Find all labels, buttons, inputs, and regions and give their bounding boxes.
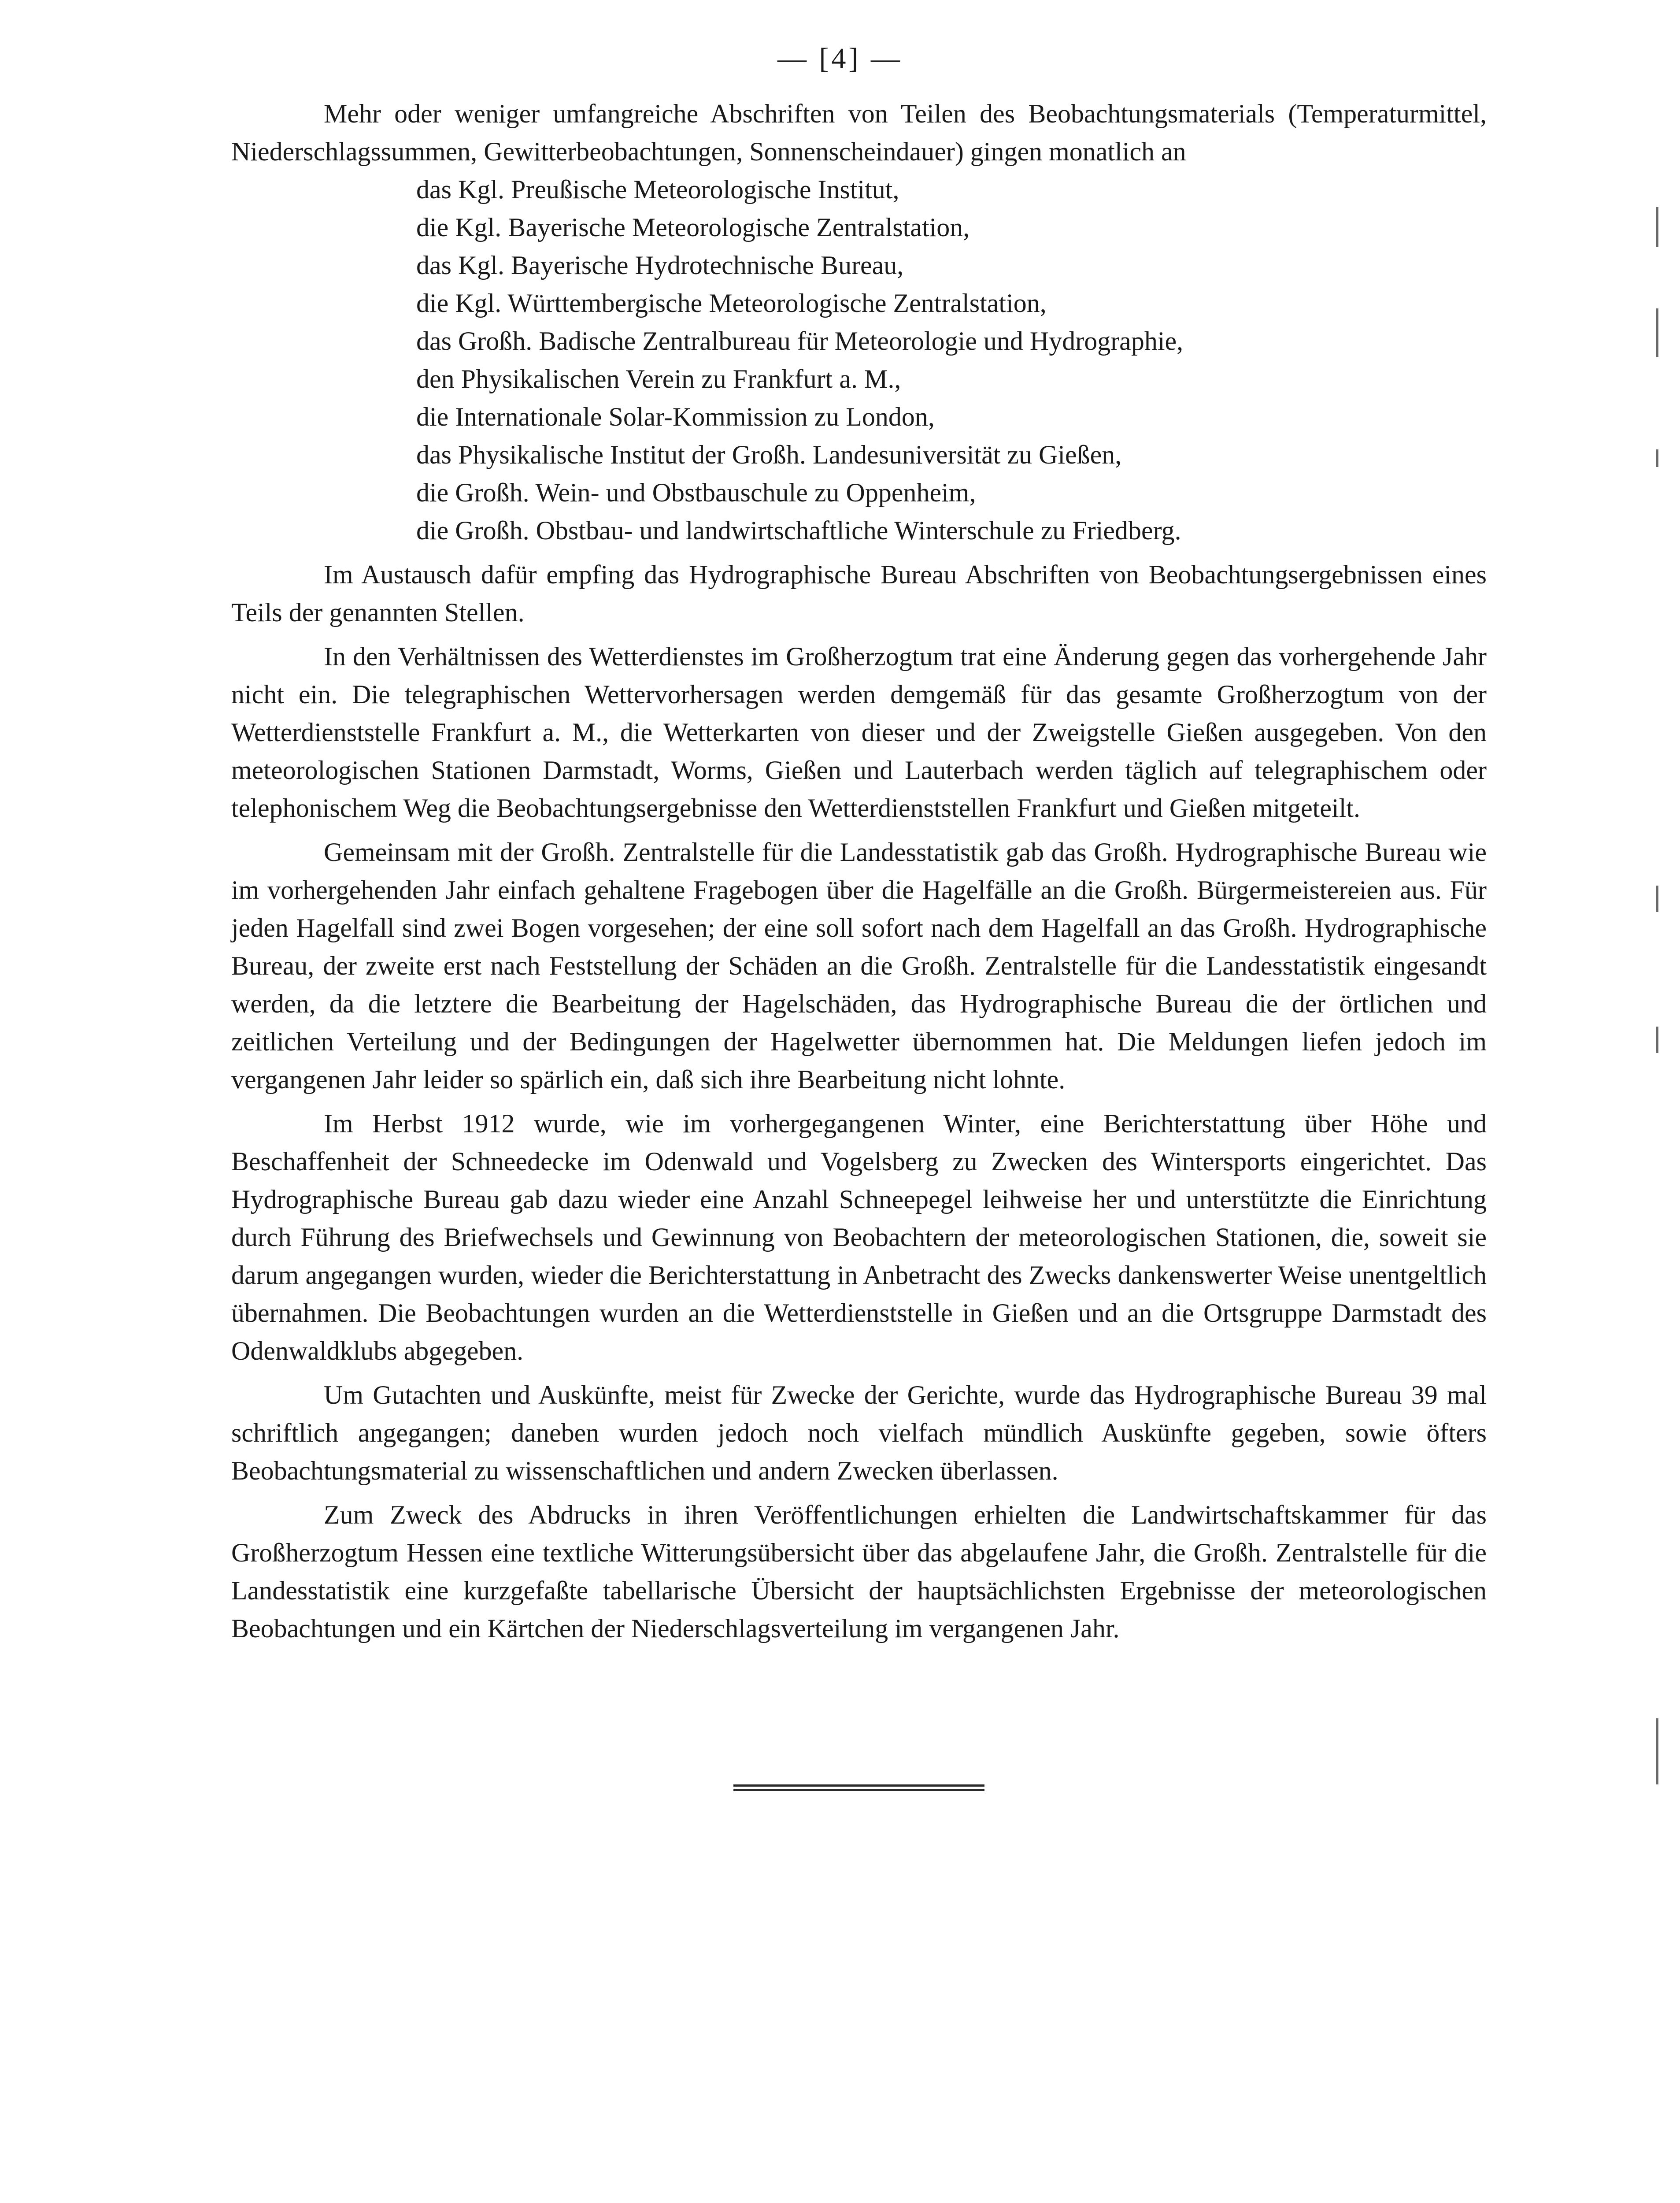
- recipient-item: den Physikalischen Verein zu Frankfurt a. M.,: [416, 364, 901, 393]
- intro-paragraph: Mehr oder weniger umfangreiche Abschriften von Teilen des Beobachtungsmaterials (Temperaturmittel, Niederschlagssummen, Gewitterbeobachtungen, Sonnenscheindauer) gingen monatlich an: [231, 99, 1487, 166]
- scan-edge-mark: [1656, 449, 1658, 467]
- paragraph-hail-survey: Gemeinsam mit der Großh. Zentralstelle für die Landesstatistik gab das Großh. Hydrographische Bureau wie im vorhergehenden Jahr einfach gehaltene Fragebogen über die Hagelfälle an die Großh. Bürgermeistereien aus. Für jeden Hagelfall sind zwei Bogen vorgesehen; der eine soll sofort nach dem Hagelfall an das Großh. Hydrographische Bureau, der zweite erst nach Feststellung der Schäden an die Großh. Zentralstelle für die Landesstatistik eingesandt werden, da die letztere die Bearbeitung der Hagelschäden, das Hydrographische Bureau die der örtlichen und zeitlichen Verteilung und der Bedingungen der Hagelwetter übernommen hat. Die Meldungen liefen jedoch im vergangenen Jahr leider so spärlich ein, daß sich ihre Bearbeitung nicht lohnte.: [231, 838, 1487, 1094]
- recipient-item: das Großh. Badische Zentralbureau für Meteorologie und Hydrographie,: [416, 326, 1184, 356]
- recipient-item: das Kgl. Bayerische Hydrotechnische Bureau,: [416, 251, 904, 280]
- scan-edge-mark: [1656, 308, 1658, 357]
- document-body: [231, 95, 1487, 1654]
- recipient-list: [231, 171, 1487, 549]
- paragraph-expert-reports: Um Gutachten und Auskünfte, meist für Zwecke der Gerichte, wurde das Hydrographische Bureau 39 mal schriftlich angegangen; daneben wurden jedoch noch vielfach mündlich Auskünfte gegeben, sowie öfters Beobachtungsmaterial zu wissenschaftlichen und andern Zwecken überlassen.: [231, 1380, 1487, 1485]
- recipient-item: die Kgl. Bayerische Meteorologische Zentralstation,: [416, 213, 970, 242]
- scan-edge-mark: [1656, 1718, 1658, 1784]
- paragraph-snow-reporting: Im Herbst 1912 wurde, wie im vorhergegangenen Winter, eine Berichterstattung über Höhe und Beschaffenheit der Schneedecke im Odenwald und Vogelsberg zu Zwecken des Wintersports eingerichtet. Das Hydrographische Bureau gab dazu wieder eine Anzahl Schneepegel leihweise her und unterstützte die Einrichtung durch Führung des Briefwechsels und Gewinnung von Beobachtern der meteorologischen Stationen, die, soweit sie darum angegangen wurden, wieder die Berichterstattung in Anbetracht des Zwecks dankenswerter Weise unentgeltlich übernahmen. Die Beobachtungen wurden an die Wetterdienststelle in Gießen und an die Ortsgruppe Darmstadt des Odenwaldklubs abgegeben.: [231, 1109, 1487, 1365]
- paragraph-weather-service: In den Verhältnissen des Wetterdienstes im Großherzogtum trat eine Änderung gegen das vorhergehende Jahr nicht ein. Die telegraphischen Wettervorhersagen werden demgemäß für das gesamte Großherzogtum von der Wetterdienststelle Frankfurt a. M., die Wetterkarten von dieser und der Zweigstelle Gießen ausgegeben. Von den meteorologischen Stationen Darmstadt, Worms, Gießen und Lauterbach werden täglich auf telegraphischem oder telephonischem Weg die Beobachtungsergebnisse den Wetterdienststellen Frankfurt und Gießen mitgeteilt.: [231, 642, 1487, 823]
- recipient-item: die Kgl. Württembergische Meteorologische Zentralstation,: [416, 289, 1047, 318]
- scan-edge-mark: [1656, 1027, 1658, 1053]
- recipient-item: das Physikalische Institut der Großh. Landesuniversität zu Gießen,: [416, 440, 1122, 469]
- recipient-item: die Großh. Obstbau- und landwirtschaftliche Winterschule zu Friedberg.: [416, 516, 1181, 545]
- scan-edge-mark: [1656, 886, 1658, 912]
- paragraph-publications: Zum Zweck des Abdrucks in ihren Veröffentlichungen erhielten die Landwirtschaftskammer für das Großherzogtum Hessen eine textliche Witterungsübersicht über das abgelaufene Jahr, die Großh. Zentralstelle für die Landesstatistik eine kurzgefaßte tabellarische Übersicht der hauptsächlichsten Ergebnisse der meteorologischen Beobachtungen und ein Kärtchen der Niederschlagsverteilung im vergangenen Jahr.: [231, 1500, 1487, 1643]
- recipient-item: die Internationale Solar-Kommission zu London,: [416, 402, 935, 431]
- closing-double-rule: [733, 1784, 984, 1791]
- paragraph-exchange: Im Austausch dafür empfing das Hydrographische Bureau Abschriften von Beobachtungsergebnissen eines Teils der genannten Stellen.: [231, 560, 1487, 627]
- recipient-item: das Kgl. Preußische Meteorologische Institut,: [416, 175, 899, 204]
- recipient-item: die Großh. Wein- und Obstbauschule zu Oppenheim,: [416, 478, 976, 507]
- page-number: — [4] —: [777, 42, 903, 74]
- scan-edge-mark: [1656, 207, 1658, 247]
